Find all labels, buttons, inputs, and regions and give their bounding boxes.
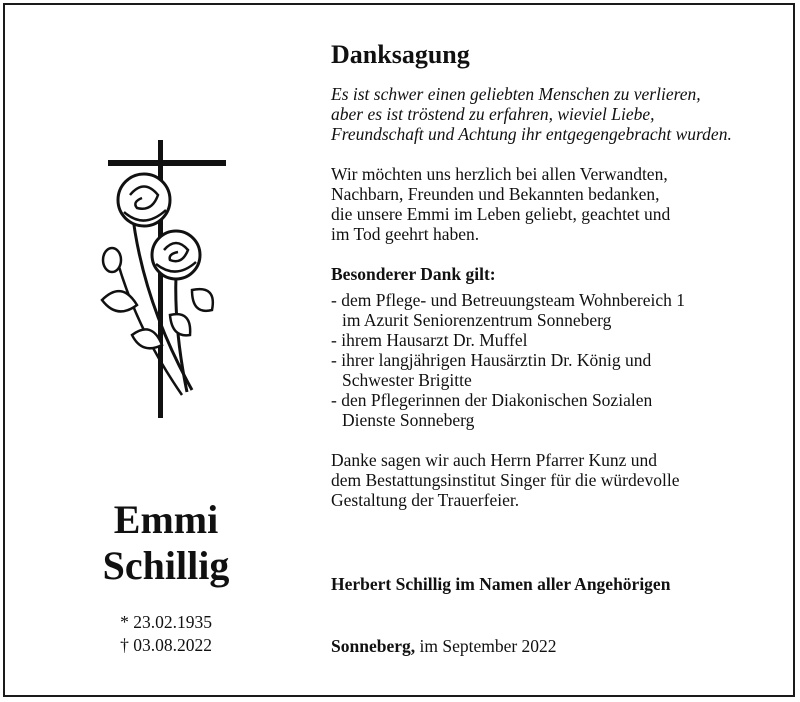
list-item: - ihrem Hausarzt Dr. Muffel [331, 330, 528, 350]
signature: Herbert Schillig im Namen aller Angehörigen [331, 574, 671, 594]
place: Sonneberg, [331, 636, 416, 656]
special-thanks-label: Besonderer Dank gilt: [331, 264, 496, 284]
closing-paragraph: Danke sagen wir auch Herrn Pfarrer Kunz und dem Bestattungsinstitut Singer für die würdevolle Gestaltung der Trauerfeier. [331, 450, 680, 510]
special-thanks-list [331, 290, 771, 430]
list-item: - ihrer langjährigen Hausärztin Dr. König und Schwester Brigitte [331, 350, 652, 390]
list-item: - dem Pflege- und Betreuungsteam Wohnbereich 1 im Azurit Seniorenzentrum Sonneberg [331, 290, 685, 330]
notice-body [331, 38, 771, 510]
death-date: † 03.08.2022 [120, 635, 212, 655]
life-dates [40, 611, 292, 657]
thanks-paragraph: Wir möchten uns herzlich bei allen Verwandten, Nachbarn, Freunden und Bekannten bedanken, die unsere Emmi im Leben geliebt, geachtet und im Tod geehrt haben. [331, 164, 671, 244]
notice-heading: Danksagung [331, 40, 470, 69]
deceased-last-name: Schillig [102, 543, 230, 588]
birth-date: * 23.02.1935 [120, 612, 212, 632]
list-item: - den Pflegerinnen der Diakonischen Sozialen Dienste Sonneberg [331, 390, 653, 430]
intro-quote: Es ist schwer einen geliebten Menschen zu verlieren, aber es ist tröstend zu erfahren, wieviel Liebe, Freundschaft und Achtung ihr entgegengebracht wurden. [331, 84, 732, 144]
deceased-first-name: Emmi [113, 497, 219, 542]
cross-with-roses-icon [92, 140, 232, 420]
place-date [331, 636, 557, 657]
date: im September 2022 [415, 636, 557, 656]
